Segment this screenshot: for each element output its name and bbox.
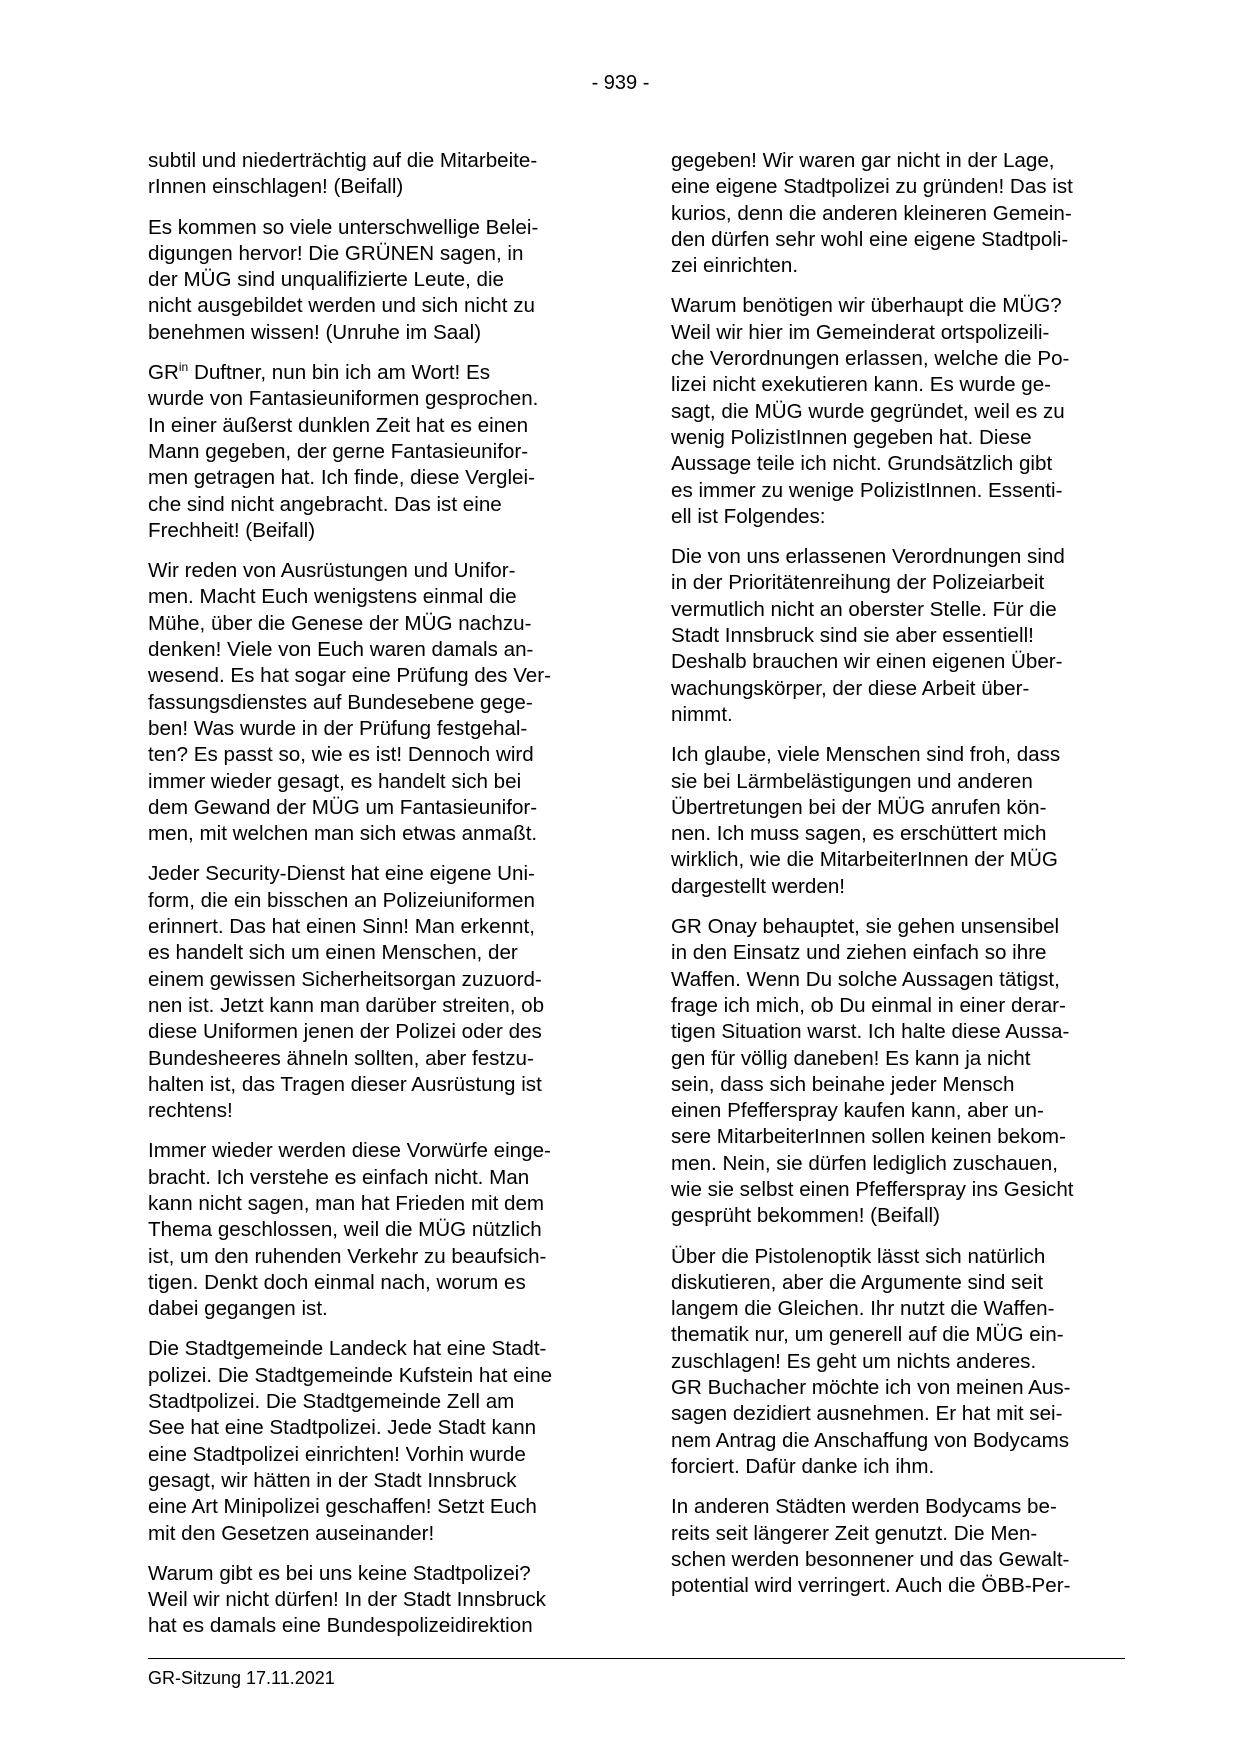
paragraph [148,148,586,201]
text-line: men. Macht Euch wenigstens einmal die [148,585,517,609]
paragraph [671,293,1109,530]
text-line: nem Antrag die Anschaffung von Bodycams [671,1428,1070,1452]
text-line: potential wird verringert. Auch die ÖBB-Per- [671,1574,1071,1598]
text-line [148,360,586,386]
paragraph [148,1561,586,1640]
text-line: eine Art Minipolizei geschaffen! Setzt Euch [148,1495,537,1519]
text-line: wie sie selbst einen Pfefferspray ins Gesicht [671,1177,1074,1201]
text-line: dem Gewand der MÜG um Fantasieunifor- [148,795,538,819]
text-line: fassungsdienstes auf Bundesebene gege- [148,690,533,714]
text-line: subtil und niederträchtig auf die Mitarbeite- [148,149,538,172]
text-line: in den Einsatz und ziehen einfach so ihre [671,941,1047,965]
text-line: wenig PolizistInnen gegeben hat. Diese [671,425,1032,449]
text-line: Immer wieder werden diese Vorwürfe einge- [148,1139,551,1163]
superscript: in [178,360,189,375]
text-line: zuschlagen! Es geht um nichts anderes. [671,1349,1037,1373]
paragraph [148,1138,586,1322]
text-line: Die von uns erlassenen Verordnungen sind [671,545,1065,569]
text-line: Die Stadtgemeinde Landeck hat eine Stadt- [148,1337,547,1361]
text-line: gesagt, wir hätten in der Stadt Innsbruck [148,1468,517,1492]
text-line: kurios, denn die anderen kleineren Gemein- [671,201,1072,225]
text-line: digungen hervor! Die GRÜNEN sagen, in [148,241,524,265]
text-line: Es kommen so viele unterschwellige Belei- [148,215,539,239]
text-line: Warum benötigen wir überhaupt die MÜG? [671,294,1062,318]
text-line: eine Stadtpolizei einrichten! Vorhin wurde [148,1442,526,1466]
text-line: halten ist, das Tragen dieser Ausrüstung ist [148,1072,542,1096]
text-line: sagt, die MÜG wurde gegründet, weil es zu [671,399,1065,423]
text-line: che Verordnungen erlassen, welche die Po- [671,347,1070,371]
paragraph [671,1494,1109,1599]
text-line: ell ist Folgendes: [671,504,826,528]
text-line: Stadt Innsbruck sind sie aber essentiell! [671,624,1034,648]
text-line: Weil wir hier im Gemeinderat ortspolizeili- [671,320,1050,344]
text-line: In einer äußerst dunklen Zeit hat es einen [148,413,529,437]
text-line: schen werden besonnener und das Gewalt- [671,1547,1070,1571]
text-line: rInnen einschlagen! (Beifall) [148,175,404,199]
footer-session-date: GR-Sitzung 17.11.2021 [148,1668,335,1688]
text-line: erinnert. Das hat einen Sinn! Man erkennt, [148,915,535,939]
text-line: men getragen hat. Ich finde, diese Verglei- [148,466,535,490]
text-line: che sind nicht angebracht. Das ist eine [148,492,502,516]
text-line: Weil wir nicht dürfen! In der Stadt Innsbruck [148,1588,546,1612]
paragraph [671,544,1109,728]
text-line: ten? Es passt so, wie es ist! Dennoch wird [148,743,534,767]
text-line: benehmen wissen! (Unruhe im Saal) [148,320,482,344]
text-line: es handelt sich um einen Menschen, der [148,941,518,965]
text-line: Waffen. Wenn Du solche Aussagen tätigst, [671,967,1060,991]
text-line: Mühe, über die Genese der MÜG nachzu- [148,611,532,635]
paragraph [671,742,1109,900]
text-line: diskutieren, aber die Argumente sind seit [671,1270,1044,1294]
paragraph [148,360,586,544]
text-line: men, mit welchen man sich etwas anmaßt. [148,822,538,846]
text-line: Frechheit! (Beifall) [148,518,316,542]
text-line: In anderen Städten werden Bodycams be- [671,1495,1057,1519]
text-line: wirklich, wie die MitarbeiterInnen der MÜG [671,848,1058,872]
text-line: wurde von Fantasieuniformen gesprochen. [148,387,539,411]
text-line: Über die Pistolenoptik lässt sich natürlich [671,1244,1046,1268]
text-line: mit den Gesetzen auseinander! [148,1521,435,1545]
text-line: rechtens! [148,1099,233,1123]
text-line: frage ich mich, ob Du einmal in einer derar- [671,993,1066,1017]
text-line: lizei nicht exekutieren kann. Es wurde ge- [671,373,1052,397]
text-line: Mann gegeben, der gerne Fantasieunifor- [148,439,529,463]
text-line: gegeben! Wir waren gar nicht in der Lage, [671,149,1055,172]
text-line: Deshalb brauchen wir einen eigenen Über- [671,650,1063,674]
text-line: polizei. Die Stadtgemeinde Kufstein hat eine [148,1363,553,1387]
text-line: See hat eine Stadtpolizei. Jede Stadt kann [148,1416,537,1440]
page-number: - 939 - [591,72,650,94]
text-line: es immer zu wenige PolizistInnen. Essenti- [671,478,1063,502]
text-line: wesend. Es hat sogar eine Prüfung des Ver- [148,664,551,688]
text-line: hat es damals eine Bundespolizeidirektion [148,1614,533,1638]
text-line: eine eigene Stadtpolizei zu gründen! Das ist [671,175,1073,199]
paragraph [148,558,586,847]
text-line: in der Prioritätenreihung der Polizeiarbeit [671,571,1045,595]
text-line: thematik nur, um generell auf die MÜG ein- [671,1323,1064,1347]
text-line: Warum gibt es bei uns keine Stadtpolizei? [148,1561,531,1585]
text-line: der MÜG sind unqualifizierte Leute, die [148,268,505,292]
text-line: gesprüht bekommen! (Beifall) [671,1204,940,1228]
speaker-abbrev: GR [148,361,179,385]
left-column [148,148,586,1654]
text-line: tigen. Denkt doch einmal nach, worum es [148,1270,526,1294]
paragraph [148,215,586,346]
paragraph [671,1244,1109,1481]
paragraph [671,914,1109,1230]
line-rest: Duftner, nun bin ich am Wort! Es [188,361,491,385]
text-line: kann nicht sagen, man hat Frieden mit dem [148,1191,545,1215]
text-line: immer wieder gesagt, es handelt sich bei [148,769,522,793]
text-line: Wir reden von Ausrüstungen und Unifor- [148,559,516,583]
text-line: GR Buchacher möchte ich von meinen Aus- [671,1376,1071,1400]
text-line: reits seit längerer Zeit genutzt. Die Men- [671,1521,1038,1545]
text-line: dabei gegangen ist. [148,1297,328,1321]
text-line: Übertretungen bei der MÜG anrufen kön- [671,795,1047,819]
text-line: denken! Viele von Euch waren damals an- [148,638,534,662]
text-line: form, die ein bisschen an Polizeiuniformen [148,888,535,912]
text-line: zei einrichten. [671,254,799,278]
text-line: sie bei Lärmbelästigungen und anderen [671,769,1033,793]
text-line: Ich glaube, viele Menschen sind froh, dass [671,743,1061,767]
footer-divider [148,1658,1125,1659]
text-line: den dürfen sehr wohl eine eigene Stadtpoli- [671,227,1069,251]
text-line: bracht. Ich verstehe es einfach nicht. Man [148,1165,530,1189]
text-line: ist, um den ruhenden Verkehr zu beaufsich- [148,1244,547,1268]
text-line: dargestellt werden! [671,874,846,898]
text-line: wachungskörper, der diese Arbeit über- [671,676,1030,700]
paragraph [671,148,1109,279]
text-line: sere MitarbeiterInnen sollen keinen bekom- [671,1125,1066,1149]
text-line: tigen Situation warst. Ich halte diese Aussa- [671,1020,1070,1044]
text-line: langem die Gleichen. Ihr nutzt die Waffen- [671,1297,1055,1321]
text-line: Bundesheeres ähneln sollten, aber festzu- [148,1046,534,1070]
text-line: GR Onay behauptet, sie gehen unsensibel [671,915,1060,939]
text-line: Thema geschlossen, weil die MÜG nützlich [148,1218,542,1242]
text-line: sein, dass sich beinahe jeder Mensch [671,1072,1015,1096]
text-line: nicht ausgebildet werden und sich nicht zu [148,294,535,318]
text-line: vermutlich nicht an oberster Stelle. Für die [671,597,1057,621]
text-line: forciert. Dafür danke ich ihm. [671,1454,935,1478]
paragraph [148,861,586,1124]
text-line: gen für völlig daneben! Es kann ja nicht [671,1046,1031,1070]
text-line: men. Nein, sie dürfen lediglich zuschauen, [671,1151,1058,1175]
text-line: Jeder Security-Dienst hat eine eigene Uni- [148,862,535,886]
right-column [671,148,1109,1613]
text-line: nimmt. [671,702,733,726]
text-line: ben! Was wurde in der Prüfung festgehal- [148,716,528,740]
text-line: diese Uniformen jenen der Polizei oder des [148,1020,542,1044]
paragraph [148,1336,586,1546]
text-line: Stadtpolizei. Die Stadtgemeinde Zell am [148,1390,515,1414]
text-line: nen ist. Jetzt kann man darüber streiten, ob [148,993,545,1017]
text-line: sagen dezidiert ausnehmen. Er hat mit sei- [671,1402,1063,1426]
text-line: Aussage teile ich nicht. Grundsätzlich gibt [671,452,1053,476]
text-line: einen Pfefferspray kaufen kann, aber un- [671,1099,1044,1123]
text-line: nen. Ich muss sagen, es erschüttert mich [671,822,1047,846]
text-line: einem gewissen Sicherheitsorgan zuzuord- [148,967,542,991]
